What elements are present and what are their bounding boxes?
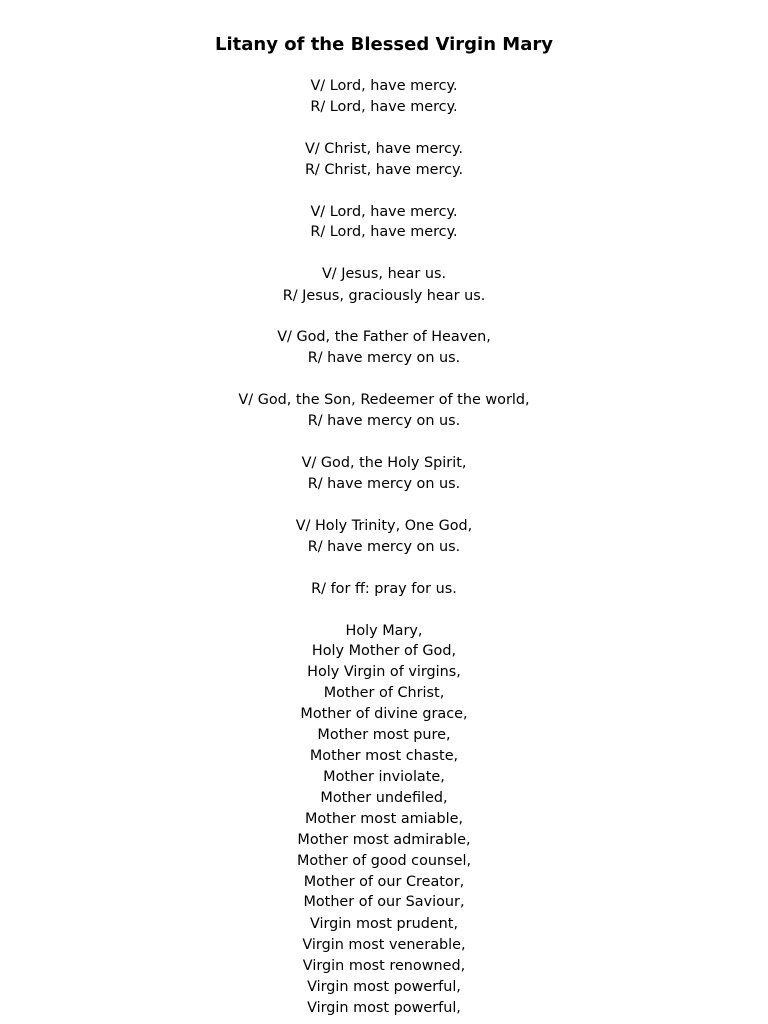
invocation-line: Mother undefiled, [320, 790, 448, 806]
invocation-line: Mother most admirable, [297, 832, 471, 848]
invocation-line: Mother most pure, [317, 727, 451, 743]
litany-line: R/ Lord, have mercy. [310, 224, 458, 240]
litany-line: R/ Christ, have mercy. [304, 162, 464, 178]
litany-line: R/ have mercy on us. [307, 350, 461, 366]
litany-line: R/ have mercy on us. [307, 413, 461, 429]
invocation-line: Holy Virgin of virgins, [307, 664, 461, 680]
litany-line: R/ for ff: pray for us. [311, 581, 457, 597]
litany-line: V/ Christ, have mercy. [305, 141, 463, 157]
invocation-line: Mother of good counsel, [296, 853, 472, 869]
litany-line: V/ Jesus, hear us. [321, 266, 447, 282]
litany-line: R/ have mercy on us. [307, 539, 461, 555]
litany-line: V/ Holy Trinity, One God, [295, 518, 473, 534]
invocation-line: Mother of Christ, [323, 685, 445, 701]
invocation-line: Holy Mary, [345, 623, 423, 639]
litany-line: R/ have mercy on us. [307, 476, 461, 492]
litany-line: V/ Lord, have mercy. [310, 204, 458, 220]
invocation-line: Virgin most powerful, [307, 1000, 461, 1016]
litany-line: R/ Jesus, graciously hear us. [282, 288, 486, 304]
invocation-line: Mother inviolate, [323, 769, 445, 785]
invocation-line: Virgin most venerable, [302, 937, 466, 953]
invocation-line: Mother of divine grace, [300, 706, 468, 722]
invocation-line: Holy Mother of God, [311, 643, 457, 659]
invocation-line: Virgin most renowned, [302, 958, 466, 974]
litany-line: V/ God, the Son, Redeemer of the world, [238, 392, 530, 408]
invocation-line: Mother most amiable, [304, 811, 464, 827]
invocation-line: Virgin most prudent, [309, 916, 459, 932]
litany-line: V/ Lord, have mercy. [310, 78, 458, 94]
invocation-line: Mother of our Saviour, [303, 894, 465, 910]
litany-line: V/ God, the Father of Heaven, [277, 329, 491, 345]
invocation-line: Virgin most powerful, [307, 979, 461, 995]
litany-line: V/ God, the Holy Spirit, [301, 455, 467, 471]
document-title: Litany of the Blessed Virgin Mary [215, 34, 553, 55]
invocation-line: Mother most chaste, [309, 748, 459, 764]
invocation-line: Mother of our Creator, [303, 874, 465, 890]
litany-line: R/ Lord, have mercy. [310, 99, 458, 115]
